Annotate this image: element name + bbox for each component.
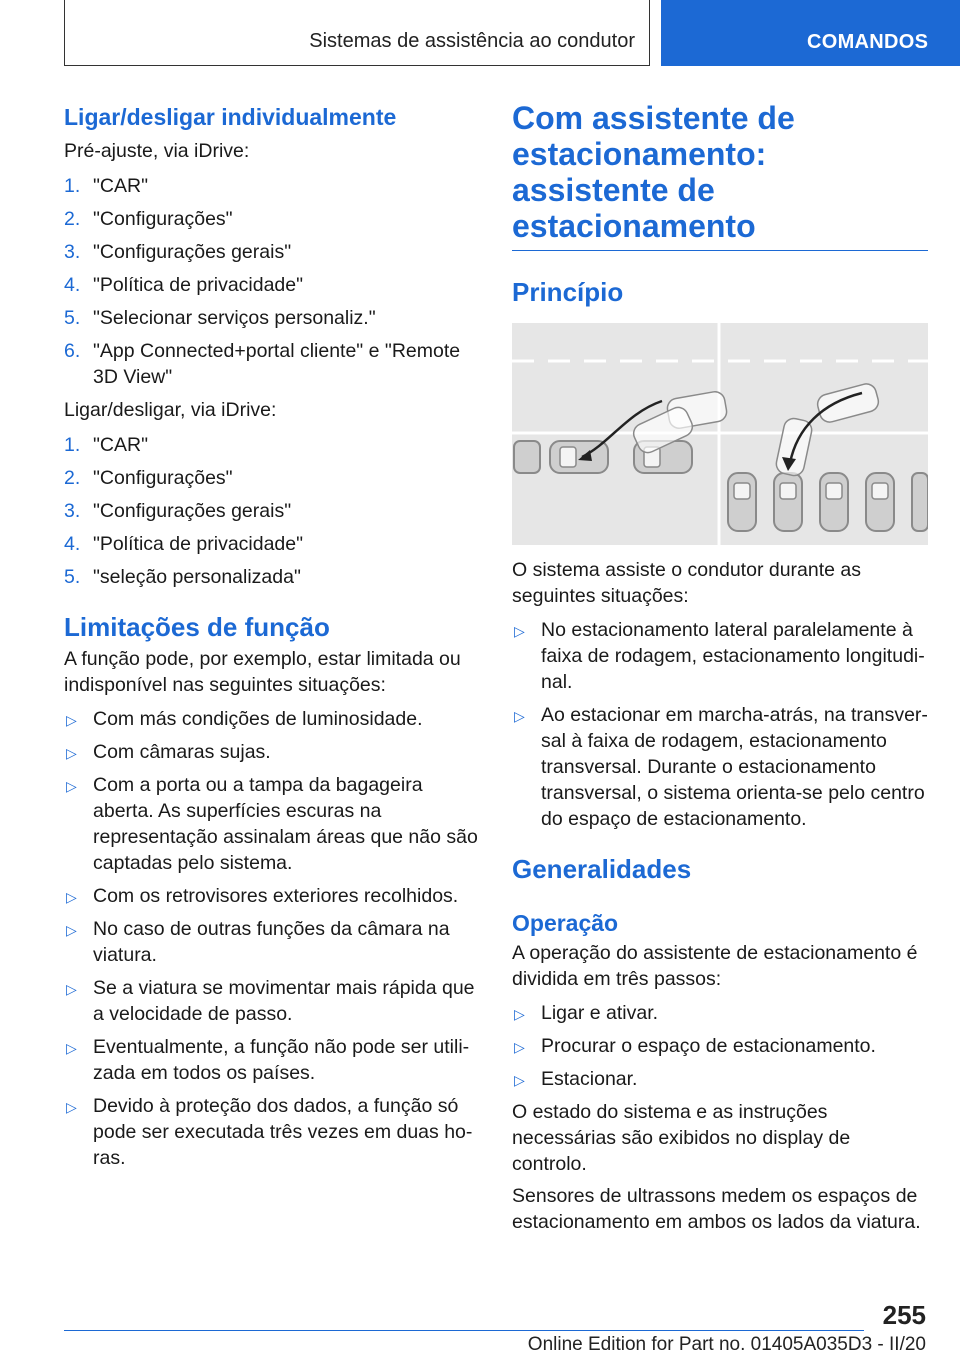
edition-note: Online Edition for Part no. 01405A035D3 - II/20 — [527, 1334, 926, 1355]
list-item: ▷ No caso de outras funções da câmara na viatura. — [66, 918, 450, 966]
step-item: 2. "Configurações" — [64, 208, 233, 230]
step-item: 4. "Política de privacidade" — [64, 274, 304, 296]
principle-list — [512, 617, 928, 832]
step-item: 3. "Configurações gerais" — [64, 241, 292, 263]
triangle-bullet-icon: ▷ — [514, 623, 525, 639]
step-item: 1. "CAR" — [64, 175, 149, 197]
chapter-tab-label: COMANDOS — [807, 31, 929, 53]
heading-function-limits: Limitações de função — [64, 612, 330, 642]
step-item: 1. "CAR" — [64, 434, 149, 456]
heading-individual-toggle: Ligar/desligar individualmente — [64, 104, 397, 130]
list-item: ▷ Procurar o espaço de estacionamento. — [512, 1033, 928, 1059]
toggle-steps — [64, 432, 478, 590]
preset-steps — [64, 173, 478, 390]
list-item: ▷ Com a porta ou a tampa da bagageira aberta. As superfícies escuras na representação assinalam áreas que não são captadas pelo sistema. — [66, 774, 478, 874]
triangle-bullet-icon: ▷ — [514, 1039, 525, 1055]
triangle-bullet-icon: ▷ — [66, 778, 77, 794]
status-paragraph: O estado do sistema e as instruções necessárias são exibidos no display de controlo. — [512, 1101, 851, 1175]
sensors-paragraph: Sensores de ultrassons medem os espaços de estacionamento em ambos os lados da viatura. — [512, 1185, 921, 1233]
left-column — [64, 100, 478, 1178]
triangle-bullet-icon: ▷ — [66, 889, 77, 905]
chapter-heading: Com assistente de estacionamento: assistente de estacionamento — [512, 100, 928, 251]
triangle-bullet-icon: ▷ — [66, 1099, 77, 1115]
list-item: ▷ Estacionar. — [512, 1066, 928, 1092]
limits-intro: A função pode, por exemplo, estar limitada ou indisponível nas seguintes situações: — [64, 648, 461, 696]
triangle-bullet-icon: ▷ — [514, 1072, 525, 1088]
chapter-tab — [661, 0, 960, 66]
triangle-bullet-icon: ▷ — [514, 1006, 525, 1022]
list-item: ▷ Ligar e ativar. — [512, 1000, 928, 1026]
triangle-bullet-icon: ▷ — [66, 922, 77, 938]
section-title: Sistemas de assistência ao condutor — [309, 30, 635, 52]
heading-principle: Princípio — [512, 277, 624, 307]
step-item: 5. "Selecionar serviços personaliz." — [64, 307, 376, 329]
heading-general: Generalidades — [512, 854, 692, 884]
list-item: ▷ Ao estacionar em marcha-atrás, na transversal à faixa de rodagem, estacionamento transversal. Durante o estacionamento transversal, o sistema orienta-se pelo centro do espaço de estacionamento. — [514, 704, 928, 830]
principle-text: O sistema assiste o condutor durante as seguintes situações: — [512, 559, 862, 607]
step-item: 2. "Configurações" — [64, 467, 233, 489]
list-item: ▷ No estacionamento lateral paralelamente à faixa de rodagem, estacionamento longitudinal. — [514, 619, 925, 693]
step-item: 5. "seleção personalizada" — [64, 566, 301, 588]
footer-rule — [64, 1330, 864, 1331]
header-section-box — [64, 0, 650, 66]
operation-text: A operação do assistente de estacionamento é dividida em três passos: — [512, 942, 918, 990]
step-item: 6. "App Connected+portal cliente" e "Remote 3D View" — [64, 340, 461, 388]
page-number: 255 — [882, 1300, 926, 1330]
triangle-bullet-icon: ▷ — [66, 745, 77, 761]
operation-steps — [512, 1000, 928, 1092]
limits-list — [64, 706, 478, 1171]
triangle-bullet-icon: ▷ — [66, 712, 77, 728]
step-item: 4. "Política de privacidade" — [64, 533, 304, 555]
triangle-bullet-icon: ▷ — [66, 981, 77, 997]
list-item: ▷ Se a viatura se movimentar mais rápida que a velocidade de passo. — [66, 977, 475, 1025]
heading-operation: Operação — [512, 910, 619, 936]
triangle-bullet-icon: ▷ — [66, 1040, 77, 1056]
right-column — [512, 100, 928, 1235]
list-item: ▷ Com câmaras sujas. — [64, 739, 478, 765]
list-item: ▷ Devido à proteção dos dados, a função só pode ser executada três vezes em duas horas. — [66, 1095, 473, 1169]
step-item: 3. "Configurações gerais" — [64, 500, 292, 522]
triangle-bullet-icon: ▷ — [514, 708, 525, 724]
list-item: ▷ Com os retrovisores exteriores recolhidos. — [64, 883, 478, 909]
preset-intro: Pré-ajuste, via iDrive: — [64, 140, 250, 162]
toggle-intro: Ligar/desligar, via iDrive: — [64, 399, 277, 421]
parking-illustration — [512, 323, 928, 545]
list-item: ▷ Eventualmente, a função não pode ser utilizada em todos os países. — [66, 1036, 470, 1084]
list-item: ▷ Com más condições de luminosidade. — [64, 706, 478, 732]
